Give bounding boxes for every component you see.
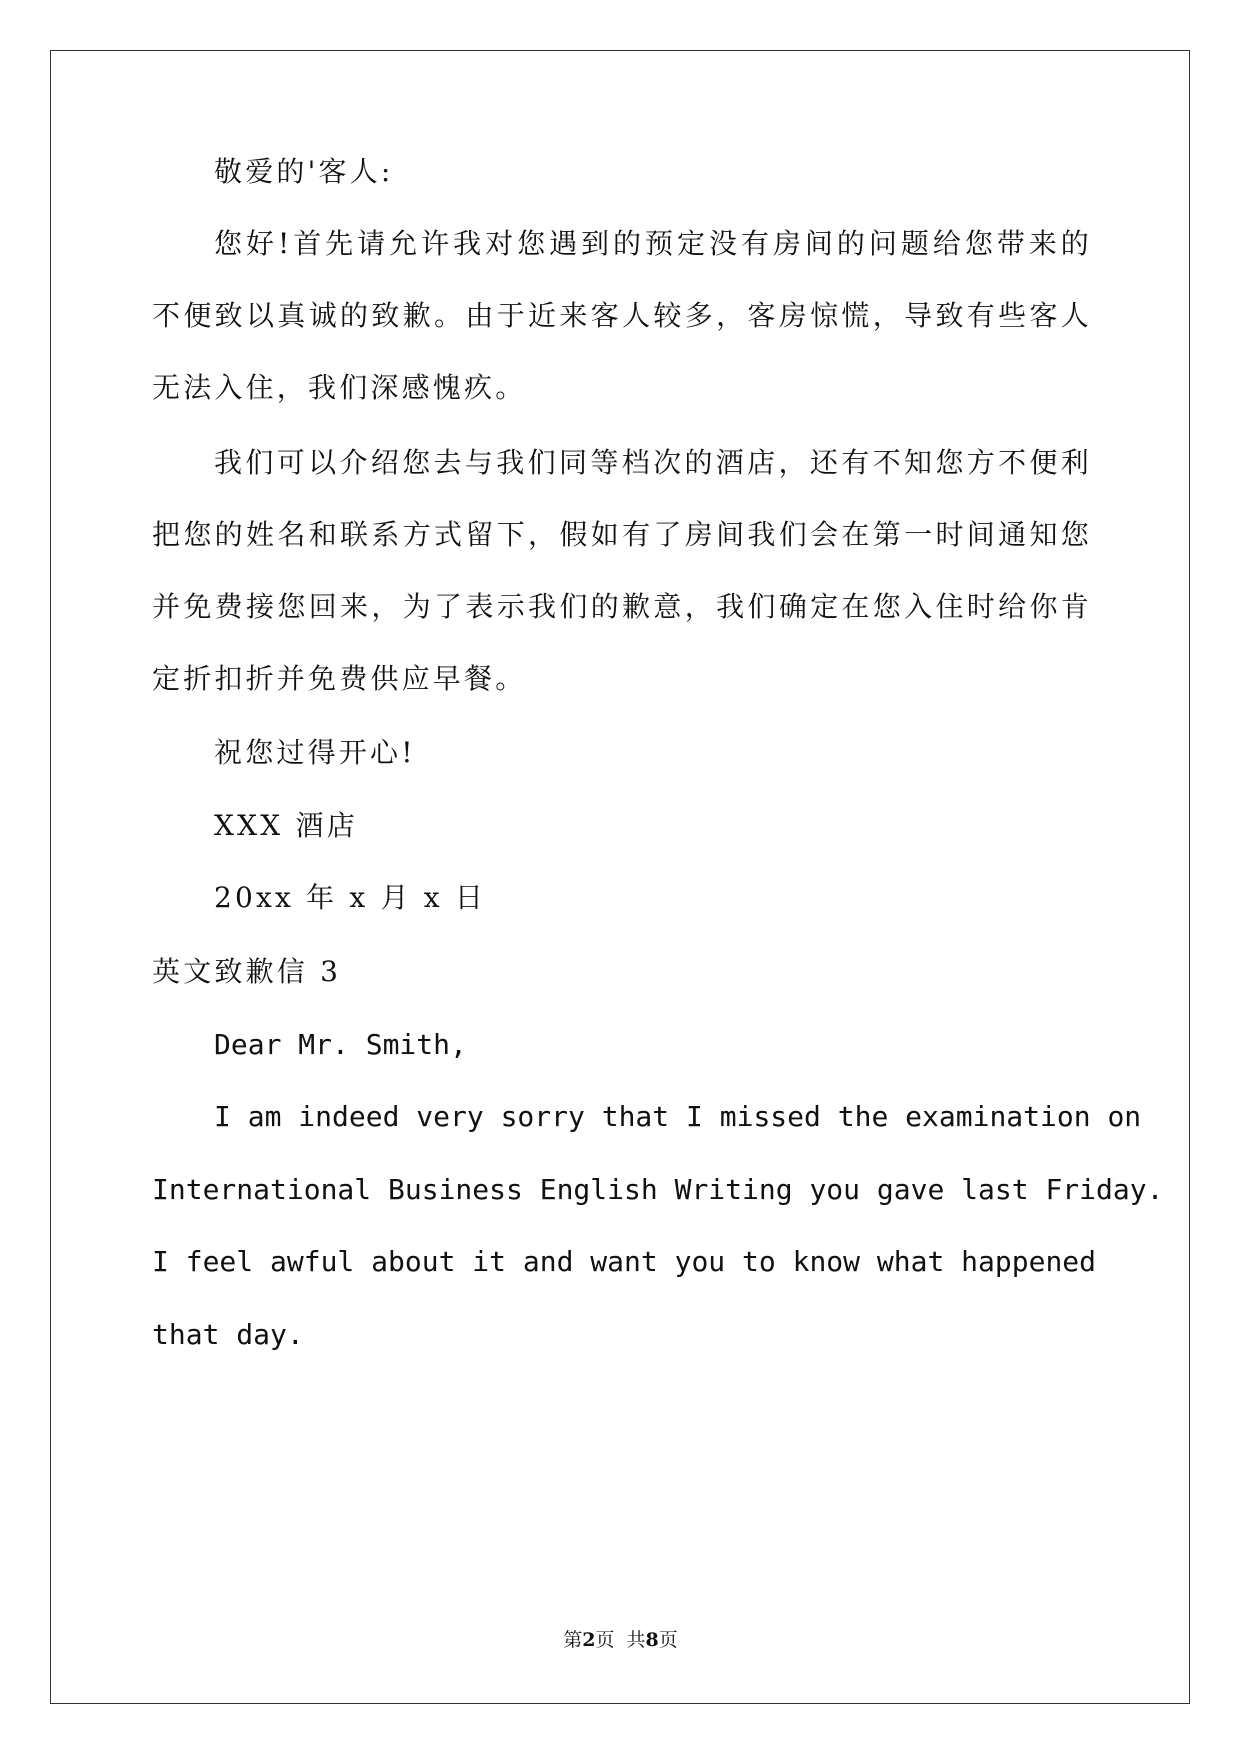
cn-para1-line2: 不便致以真诚的致歉。由于近来客人较多，客房惊慌，导致有些客人 <box>152 299 1092 332</box>
cn-para2-line4: 定折扣折并免费供应早餐。 <box>152 662 527 695</box>
cn-para1-line3: 无法入住，我们深感愧疚。 <box>152 371 527 404</box>
section-title: 英文致歉信 3 <box>152 955 342 988</box>
footer-page-current: 2 <box>582 1629 596 1651</box>
footer-page-suffix: 页 <box>658 1629 678 1651</box>
cn-para2-line1: 我们可以介绍您去与我们同等档次的酒店，还有不知您方不便利 <box>214 446 1092 479</box>
cn-signature: XXX 酒店 <box>214 809 358 842</box>
footer-page-prefix: 第 <box>563 1629 583 1651</box>
en-para1-line2: International Business English Writing you gave last Friday. <box>152 1173 1164 1206</box>
cn-para2-line2: 把您的姓名和联系方式留下，假如有了房间我们会在第一时间通知您 <box>152 518 1092 551</box>
footer-page-total: 8 <box>645 1629 659 1651</box>
cn-date: 20xx 年 x 月 x 日 <box>214 881 487 914</box>
cn-salutation: 敬爱的'客人: <box>214 155 394 188</box>
en-para1-line1: I am indeed very sorry that I missed the examination on <box>214 1100 1142 1133</box>
en-salutation: Dear Mr. Smith, <box>214 1028 467 1061</box>
cn-para2-line3: 并免费接您回来，为了表示我们的歉意，我们确定在您入住时给你肯 <box>152 590 1092 623</box>
cn-para1-line1: 您好!首先请允许我对您遇到的预定没有房间的问题给您带来的 <box>214 227 1092 260</box>
en-para1-line3: I feel awful about it and want you to know what happened <box>152 1245 1097 1278</box>
footer-page-mid: 页 共 <box>595 1629 646 1651</box>
cn-closing: 祝您过得开心! <box>214 736 416 769</box>
page-footer <box>0 1628 1241 1652</box>
en-para1-line4: that day. <box>152 1318 304 1351</box>
